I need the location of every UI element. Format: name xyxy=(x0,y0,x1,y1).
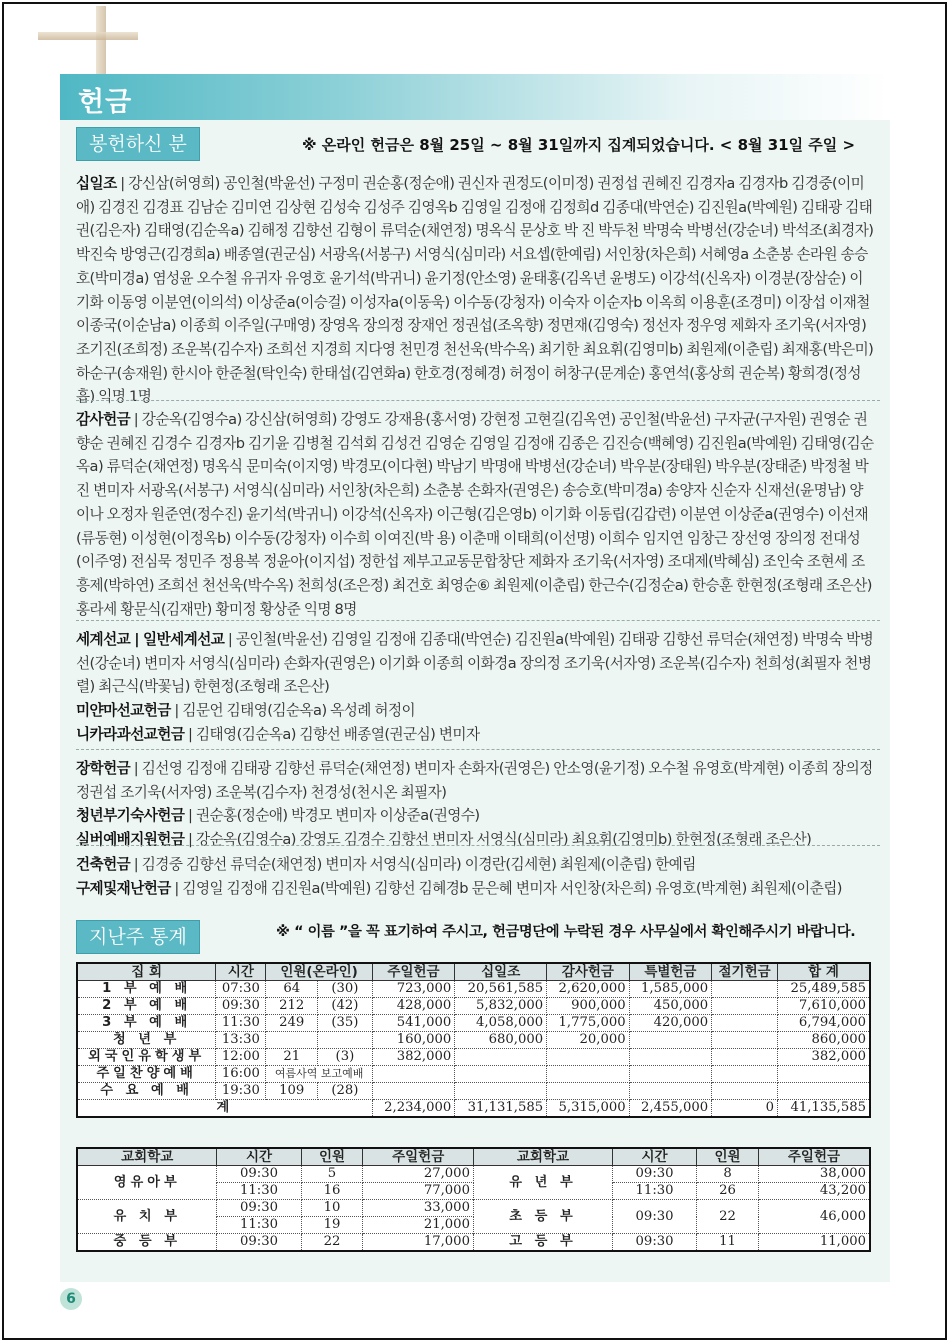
table-row xyxy=(77,1015,870,1032)
offering-special xyxy=(629,1049,712,1066)
group-divider xyxy=(76,845,880,846)
service-time: 11:30 xyxy=(216,1015,266,1032)
offering-category-label: 구제및재난헌금 xyxy=(76,879,171,897)
label-separator: | xyxy=(170,702,183,720)
section-header xyxy=(60,74,890,120)
service-name: 2 부 예 배 xyxy=(77,998,216,1015)
label-separator: | xyxy=(184,807,196,825)
total-sunday: 2,234,000 xyxy=(372,1100,455,1118)
donor-names: 김선영 김정애 김태광 김향선 류덕순(채연정) 변미자 손화자(권영은) 안소영(윤기정) 오수철 유영호(박계현) 이종희 장의정 정권섭 조기욱(서자영) 조운복(김수자) 천경성(천시온 최필자) xyxy=(76,760,873,801)
table-row xyxy=(77,998,870,1015)
offering-tithe xyxy=(455,1066,547,1083)
offering-entry xyxy=(76,853,876,877)
column-header: 주일헌금 xyxy=(758,1148,870,1166)
offering-group xyxy=(76,853,876,900)
class-time: 09:30 xyxy=(613,1234,697,1252)
offering-season xyxy=(712,1049,778,1066)
offering-entry xyxy=(76,172,876,409)
offering-group xyxy=(76,628,876,747)
service-name: 수 요 예 배 xyxy=(77,1083,216,1100)
total-special: 2,455,000 xyxy=(629,1100,712,1118)
offering-tithe: 4,058,000 xyxy=(455,1015,547,1032)
column-header: 주일헌금 xyxy=(372,963,455,981)
offering-sunday: 428,000 xyxy=(372,998,455,1015)
offering-total: 7,610,000 xyxy=(778,998,870,1015)
offering-sunday xyxy=(372,1066,455,1083)
offering-sunday: 541,000 xyxy=(372,1015,455,1032)
class-attendance: 26 xyxy=(697,1183,759,1200)
cross-icon-bar xyxy=(38,32,138,40)
label-separator: | xyxy=(130,411,142,428)
table-row xyxy=(77,1166,870,1183)
department-name: 초 등 부 xyxy=(473,1200,612,1234)
total-thanks: 5,315,000 xyxy=(547,1100,630,1118)
offering-category-label: 감사헌금 xyxy=(76,411,131,428)
table-total-row xyxy=(77,1100,870,1118)
offering-sunday: 382,000 xyxy=(372,1049,455,1066)
offering-thanks: 20,000 xyxy=(547,1032,630,1049)
label-separator: | xyxy=(130,760,142,777)
column-header: 시간 xyxy=(217,1148,301,1166)
column-header: 십일조 xyxy=(455,963,547,981)
column-header: 인원 xyxy=(697,1148,759,1166)
offering-tithe xyxy=(455,1049,547,1066)
department-name: 고 등 부 xyxy=(473,1234,612,1252)
department-name: 유 년 부 xyxy=(473,1166,612,1200)
service-time: 13:30 xyxy=(216,1032,266,1049)
offering-tab: 봉헌하신 분 xyxy=(76,127,200,161)
class-attendance: 8 xyxy=(697,1166,759,1183)
offering-entry xyxy=(76,828,876,852)
column-header: 인원 xyxy=(301,1148,363,1166)
class-offering: 77,000 xyxy=(363,1183,474,1200)
offering-category-label: 십일조 xyxy=(76,175,117,192)
offering-special xyxy=(629,1066,712,1083)
online-attendance: (42) xyxy=(318,998,373,1015)
offering-season xyxy=(712,981,778,998)
donor-names: 김문언 김태영(김순옥a) 옥성례 허정이 xyxy=(182,702,416,720)
offering-category-label: 장학헌금 xyxy=(76,760,131,777)
offering-season xyxy=(712,1015,778,1032)
group-divider xyxy=(76,400,880,401)
attendance: 21 xyxy=(266,1049,318,1066)
column-header: 시간 xyxy=(613,1148,697,1166)
offering-sunday: 723,000 xyxy=(372,981,455,998)
label-separator: | xyxy=(224,631,236,648)
column-header: 인원(온라인) xyxy=(266,963,372,981)
offering-season xyxy=(712,1066,778,1083)
service-time: 07:30 xyxy=(216,981,266,998)
online-attendance: (28) xyxy=(318,1083,373,1100)
donor-names: 강순옥(김영수a) 강영도 김경수 김향선 변미자 서영식(심미라) 최요휘(김영미b) 한현정(조형래 조은산) xyxy=(195,831,812,849)
donor-names: 강순옥(김영수a) 강신삼(허영희) 강영도 강재용(홍서영) 강현정 고현길(김옥연) 공인철(박윤선) 구자균(구자원) 권영순 권향순 권혜진 김경수 김경자b 김기윤 김병철 김석회 김성건 김영순 김영일 김정애 김종은 김진승(백혜영) 김진원a(박예원) 김태영(김순옥a) 류덕순(채연정) 명옥식 문미숙(이지영) 박경모(이다현) 박남기 박명애 박병선(강순녀) 박우분(장태원) 박우분(장태준) 박정철 박 진 변미자 서광옥(서봉구) 서영식(심미라) 서인창(차은희) 소춘봉 손화자(권영은) 송승호(박미경a) 송양자 신순자 신재선(윤명남) 양이나 오정자 원준연(정수진) 윤기석(박귀니) 이강석(신옥자) 이근형(김은영b) 이기화 이동립(김갑련) 이분연 이상준a(권영수) 이선재(류동현) 이성현(이정옥b) 이수동(강청자) 이수희 이여진(박 용) 이춘매 이태희(이선명) 이희수 임지연 임창근 장선영 장의정 전대성(이주영) 전심묵 정민주 정용복 정윤아(이지섭) 정한섭 제부고교동문합창단 제화자 조기욱(서자영) 조대제(박혜심) 조인숙 조현세 조흥제(박하연) 조희선 천선욱(박수옥) 천희성(조은정) 최건호 최영순⑥ 최원제(이춘립) 한근수(김정순a) 한승훈 한현정(조형래 조은산) 홍라세 황문식(김재만) 황미정 황상준 익명 8명 xyxy=(76,411,874,618)
class-offering: 27,000 xyxy=(363,1166,474,1183)
department-name: 유 치 부 xyxy=(77,1200,217,1234)
offering-category-label: 세계선교 | 일반세계선교 xyxy=(76,631,225,648)
offering-category-label: 실버예배지원헌금 xyxy=(76,831,185,849)
name-notice: ※ “ 이름 ”을 꼭 표기하여 주시고, 헌금명단에 누락된 경우 사무실에서 확인해주시기 바랍니다. xyxy=(276,924,856,940)
service-time: 09:30 xyxy=(216,998,266,1015)
attendance: 64 xyxy=(266,981,318,998)
offering-entry xyxy=(76,628,876,699)
attendance: 109 xyxy=(266,1083,318,1100)
donor-names: 김영일 김정애 김진원a(박예원) 김향선 김혜경b 문은혜 변미자 서인창(차은희) 유영호(박계현) 최원제(이춘립) xyxy=(182,879,842,897)
attendance: 249 xyxy=(266,1015,318,1032)
offering-total: 25,489,585 xyxy=(778,981,870,998)
service-time: 12:00 xyxy=(216,1049,266,1066)
offering-thanks xyxy=(547,1049,630,1066)
offering-entry xyxy=(76,699,876,723)
offering-total: 6,794,000 xyxy=(778,1015,870,1032)
table-row xyxy=(77,1049,870,1066)
offering-special: 420,000 xyxy=(629,1015,712,1032)
donor-names: 김태영(김순옥a) 김향선 배종열(권군심) 변미자 xyxy=(195,725,480,743)
online-attendance: (3) xyxy=(318,1049,373,1066)
service-name: 외국인유학생부 xyxy=(77,1049,216,1066)
table-row xyxy=(77,1200,870,1217)
table-row xyxy=(77,1066,870,1083)
class-offering: 21,000 xyxy=(363,1217,474,1234)
class-attendance: 11 xyxy=(697,1234,759,1252)
worship-stats-table xyxy=(76,962,871,1118)
offering-thanks xyxy=(547,1066,630,1083)
class-offering: 38,000 xyxy=(758,1166,870,1183)
service-time: 16:00 xyxy=(216,1066,266,1083)
offering-group xyxy=(76,757,876,852)
donor-names: 강신삼(허영희) 공인철(박윤선) 구정미 권순홍(정순애) 권신자 권정도(이미정) 권정섭 권혜진 김경자a 김경자b 김경중(이미애) 김경진 김경표 김남순 김미연 김상현 김성숙 김성주 김영옥b 김영일 김정애 김정희d 김종대(박연순) 김진원a(박예원) 김태광 김태권(김은자) 김태영(김순옥a) 김해정 김향선 김형이 류덕순(채연정) 명옥식 문상호 박 진 박두천 박명숙 박병선(강순녀) 박석조(최경자) 박진숙 방영근(김경희a) 배종열(권군심) 서광옥(서봉구) 서영식(심미라) 서요셉(한예림) 서인창(차은희) 서혜영a 소춘봉 손라원 송승호(박미경a) 염성윤 오수철 유귀자 유영호 윤기석(박귀니) 윤기정(안소영) 윤태홍(김옥년 윤병도) 이강석(신옥자) 이경분(장삼순) 이기화 이동영 이분연(이의석) 이상준a(이승걸) 이성자a(이동욱) 이수동(강청자) 이숙자 이순자b 이옥희 이용훈(조경미) 이장섭 이재철 이종국(이순남a) 이종희 이주일(구매영) 장영옥 장의정 장재언 정권섭(조옥향) 정면재(김영숙) 정선자 정우영 제화자 조기욱(서자영) 조기진(조희정) 조운복(김수자) 조희선 지경희 지다영 천민경 천선욱(박수옥) 최기한 최요휘(김영미b) 최원제(이춘립) 최재홍(박은미) 하순구(송재원) 한시아 한준철(탁인숙) 한태섭(김연화a) 한호경(정혜경) 허정이 허창구(문계순) 홍연석(홍상희 권순복) 황희경(정성흡) 익명 1명 xyxy=(76,175,874,406)
school-stats-table xyxy=(76,1147,871,1252)
column-header: 합 계 xyxy=(778,963,870,981)
class-time: 09:30 xyxy=(613,1166,697,1183)
service-name: 주일찬양예배 xyxy=(77,1066,216,1083)
offering-thanks: 900,000 xyxy=(547,998,630,1015)
class-time: 11:30 xyxy=(217,1217,301,1234)
offering-group xyxy=(76,172,876,409)
class-offering: 33,000 xyxy=(363,1200,474,1217)
department-name: 영유아부 xyxy=(77,1166,217,1200)
class-time: 09:30 xyxy=(217,1200,301,1217)
group-divider xyxy=(76,620,880,621)
class-time: 09:30 xyxy=(613,1200,697,1234)
column-header: 주일헌금 xyxy=(363,1148,474,1166)
column-header: 특별헌금 xyxy=(629,963,712,981)
offering-total: 860,000 xyxy=(778,1032,870,1049)
class-attendance: 19 xyxy=(301,1217,363,1234)
offering-category-label: 건축헌금 xyxy=(76,856,131,873)
offering-sunday xyxy=(372,1083,455,1100)
label-separator: | xyxy=(116,175,129,192)
offering-sunday: 160,000 xyxy=(372,1032,455,1049)
service-name: 1 부 예 배 xyxy=(77,981,216,998)
total-season: 0 xyxy=(712,1100,778,1118)
class-time: 09:30 xyxy=(217,1166,301,1183)
label-separator: | xyxy=(170,879,183,897)
offering-thanks: 1,775,000 xyxy=(547,1015,630,1032)
column-header: 감사헌금 xyxy=(547,963,630,981)
offering-tithe: 5,832,000 xyxy=(455,998,547,1015)
label-separator: | xyxy=(130,856,142,873)
offering-entry xyxy=(76,804,876,828)
offering-special xyxy=(629,1083,712,1100)
class-attendance: 22 xyxy=(301,1234,363,1252)
table-row xyxy=(77,1083,870,1100)
offering-tithe xyxy=(455,1083,547,1100)
column-header: 집 회 xyxy=(77,963,216,981)
offering-special: 1,585,000 xyxy=(629,981,712,998)
class-time: 09:30 xyxy=(217,1234,301,1252)
offering-season xyxy=(712,998,778,1015)
attendance: 212 xyxy=(266,998,318,1015)
table-row xyxy=(77,981,870,998)
label-separator: | xyxy=(184,725,196,743)
donor-names: 권순홍(정순애) 박경모 변미자 이상준a(권영수) xyxy=(195,807,480,825)
column-header: 시간 xyxy=(216,963,266,981)
offering-entry xyxy=(76,877,876,901)
department-name: 중 등 부 xyxy=(77,1234,217,1252)
offering-total: 382,000 xyxy=(778,1049,870,1066)
class-offering: 17,000 xyxy=(363,1234,474,1252)
offering-thanks xyxy=(547,1083,630,1100)
offering-total xyxy=(778,1083,870,1100)
offering-season xyxy=(712,1032,778,1049)
table-row xyxy=(77,1032,870,1049)
offering-thanks: 2,620,000 xyxy=(547,981,630,998)
total-total: 41,135,585 xyxy=(778,1100,870,1118)
offering-total xyxy=(778,1066,870,1083)
class-attendance: 16 xyxy=(301,1183,363,1200)
column-header: 교회학교 xyxy=(77,1148,217,1166)
service-name: 청 년 부 xyxy=(77,1032,216,1049)
offering-category-label: 미얀마선교헌금 xyxy=(76,702,171,720)
column-header: 교회학교 xyxy=(473,1148,612,1166)
class-offering: 43,200 xyxy=(758,1183,870,1200)
offering-tithe: 680,000 xyxy=(455,1032,547,1049)
online-attendance: (35) xyxy=(318,1015,373,1032)
attendance xyxy=(266,1032,318,1049)
page-title: 헌금 xyxy=(78,87,133,118)
page-number: 6 xyxy=(60,1288,82,1310)
service-name: 3 부 예 배 xyxy=(77,1015,216,1032)
offering-special xyxy=(629,1032,712,1049)
column-header: 절기헌금 xyxy=(712,963,778,981)
online-attendance: (30) xyxy=(318,981,373,998)
online-attendance xyxy=(318,1032,373,1049)
offering-entry xyxy=(76,408,876,621)
class-attendance: 22 xyxy=(697,1200,759,1234)
label-separator: | xyxy=(184,831,196,849)
group-divider xyxy=(76,749,880,750)
donor-names: 공인철(박윤선) 김영일 김정애 김종대(박연순) 김진원a(박예원) 김태광 김향선 류덕순(채연정) 박명숙 박병선(강순녀) 변미자 서영식(심미라) 손화자(권영은) 이기화 이종희 이화경a 장의정 조기욱(서자영) 조운복(김수자) 천희성(최필자 천병렬) 최근식(박꽃님) 한현정(조형래 조은산) xyxy=(76,631,874,696)
offering-entry xyxy=(76,757,876,804)
table-row xyxy=(77,1234,870,1252)
class-offering: 46,000 xyxy=(758,1200,870,1234)
donor-names: 김경중 김향선 류덕순(채연정) 변미자 서영식(심미라) 이경란(김세현) 최원제(이춘립) 한예림 xyxy=(141,856,696,873)
class-attendance: 5 xyxy=(301,1166,363,1183)
offering-season xyxy=(712,1083,778,1100)
class-time: 11:30 xyxy=(217,1183,301,1200)
stats-tab: 지난주 통계 xyxy=(76,920,200,954)
online-offering-notice: ※ 온라인 헌금은 8월 25일 ~ 8월 31일까지 집계되었습니다. < 8월 31일 주일 > xyxy=(302,136,856,154)
offering-group xyxy=(76,408,876,621)
total-label: 계 xyxy=(77,1100,372,1118)
offering-category-label: 니카라과선교헌금 xyxy=(76,725,185,743)
class-attendance: 10 xyxy=(301,1200,363,1217)
offering-special: 450,000 xyxy=(629,998,712,1015)
offering-entry xyxy=(76,723,876,747)
class-time: 11:30 xyxy=(613,1183,697,1200)
offering-tithe: 20,561,585 xyxy=(455,981,547,998)
attendance: 여름사역 보고예배 xyxy=(266,1066,372,1083)
total-tithe: 31,131,585 xyxy=(455,1100,547,1118)
class-offering: 11,000 xyxy=(758,1234,870,1252)
offering-category-label: 청년부기숙사헌금 xyxy=(76,807,185,825)
service-time: 19:30 xyxy=(216,1083,266,1100)
